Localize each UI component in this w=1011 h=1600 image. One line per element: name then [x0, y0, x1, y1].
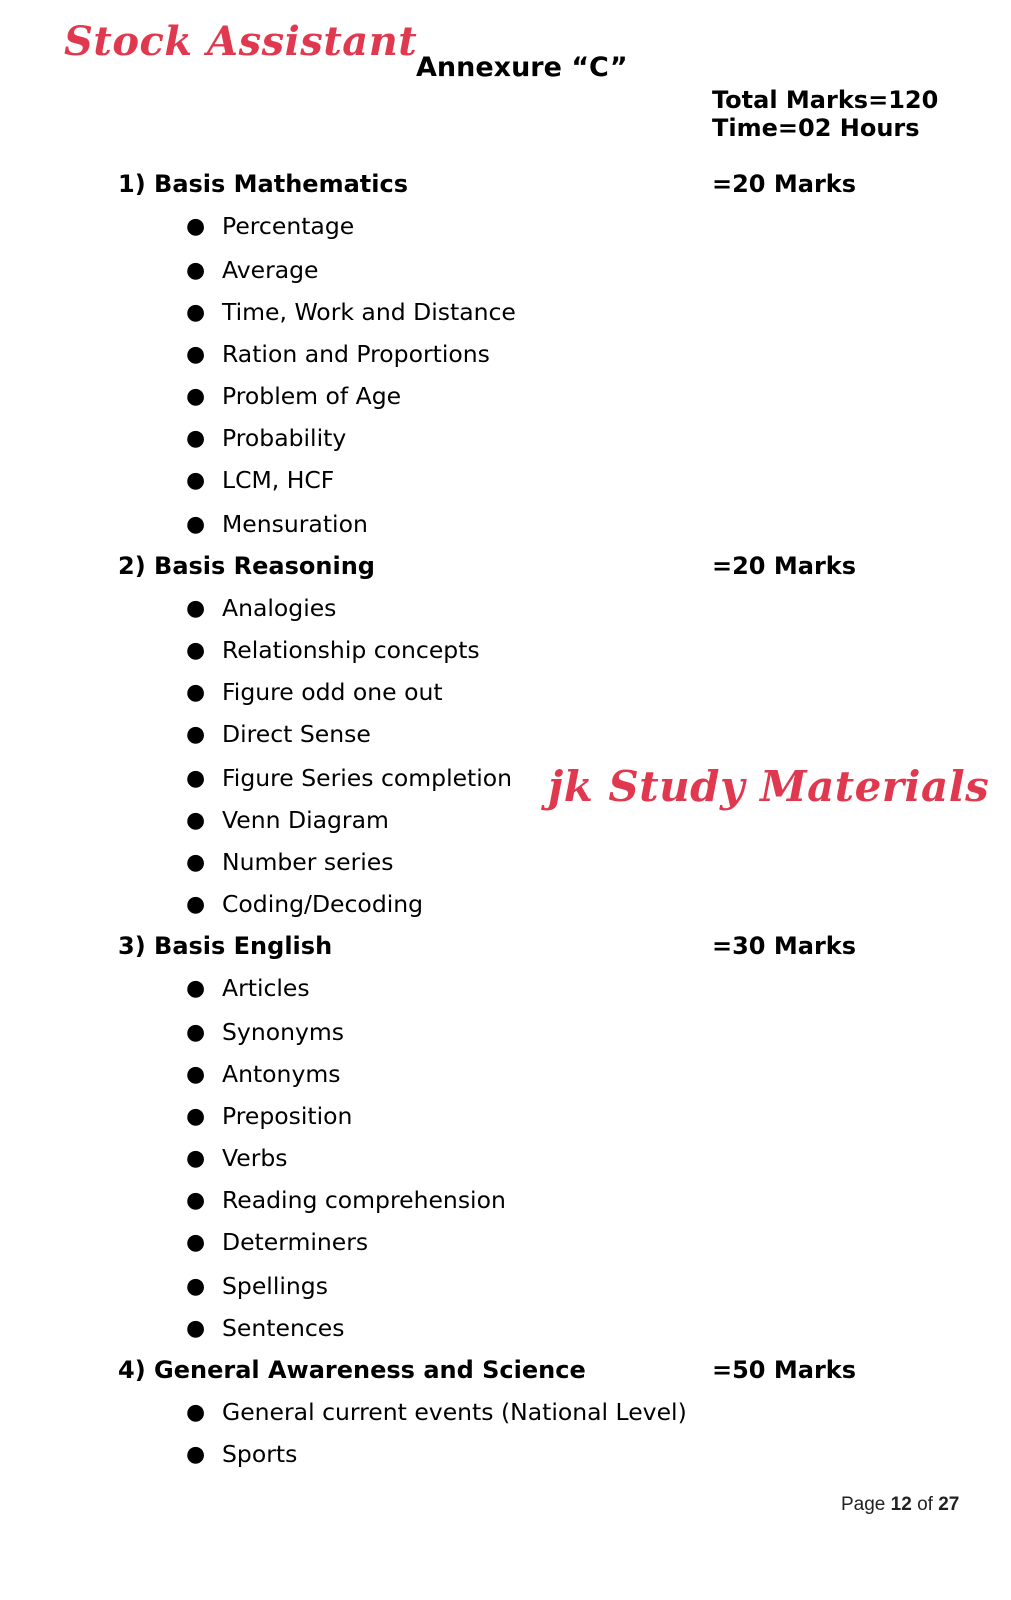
bullet-icon: ● — [186, 849, 206, 875]
list-item: ● Problem of Age — [186, 382, 402, 410]
list-item: ● Ration and Proportions — [186, 340, 490, 368]
bullet-icon: ● — [186, 807, 206, 833]
bullet-icon: ● — [186, 595, 206, 621]
bullet-icon: ● — [186, 975, 206, 1001]
bullet-icon: ● — [186, 213, 206, 239]
list-item: ● Spellings — [186, 1272, 328, 1300]
bullet-icon: ● — [186, 1399, 206, 1425]
page-title: Annexure “C” — [416, 52, 628, 83]
bullet-icon: ● — [186, 383, 206, 409]
total-marks: Total Marks=120 — [712, 86, 939, 114]
list-item: ● Figure odd one out — [186, 678, 443, 706]
list-item: ● Articles — [186, 974, 310, 1002]
bullet-icon: ● — [186, 1103, 206, 1129]
bullet-icon: ● — [186, 1441, 206, 1467]
list-item: ● Time, Work and Distance — [186, 298, 516, 326]
bullet-icon: ● — [186, 1019, 206, 1045]
list-item: ● Sports — [186, 1440, 298, 1468]
list-item: ● Average — [186, 256, 319, 284]
bullet-icon: ● — [186, 891, 206, 917]
list-item: ● Mensuration — [186, 510, 368, 538]
bullet-icon: ● — [186, 1145, 206, 1171]
list-item: ● Number series — [186, 848, 394, 876]
bullet-icon: ● — [186, 1187, 206, 1213]
list-item: ● LCM, HCF — [186, 466, 335, 494]
bullet-icon: ● — [186, 511, 206, 537]
bullet-icon: ● — [186, 637, 206, 663]
list-item: ● Reading comprehension — [186, 1186, 506, 1214]
list-item: ● Determiners — [186, 1228, 369, 1256]
section-title-reasoning: 2) Basis Reasoning — [118, 552, 375, 580]
bullet-icon: ● — [186, 299, 206, 325]
bullet-icon: ● — [186, 1061, 206, 1087]
bullet-icon: ● — [186, 1229, 206, 1255]
list-item: ● Probability — [186, 424, 347, 452]
page-number: Page 12 of 27 — [841, 1494, 960, 1515]
list-item: ● Verbs — [186, 1144, 288, 1172]
list-item: ● Sentences — [186, 1314, 345, 1342]
section-marks-general-awareness: =50 Marks — [712, 1356, 857, 1384]
section-marks-mathematics: =20 Marks — [712, 170, 857, 198]
list-item: ● Percentage — [186, 212, 355, 240]
section-title-english: 3) Basis English — [118, 932, 333, 960]
section-marks-english: =30 Marks — [712, 932, 857, 960]
list-item: ● Relationship concepts — [186, 636, 480, 664]
list-item: ● Direct Sense — [186, 720, 371, 748]
list-item: ● Figure Series completion — [186, 764, 513, 792]
list-item: ● Synonyms — [186, 1018, 345, 1046]
watermark-stock-assistant: Stock Assistant — [64, 18, 418, 65]
section-title-mathematics: 1) Basis Mathematics — [118, 170, 408, 198]
list-item: ● Antonyms — [186, 1060, 341, 1088]
bullet-icon: ● — [186, 257, 206, 283]
list-item: ● Coding/Decoding — [186, 890, 424, 918]
bullet-icon: ● — [186, 679, 206, 705]
exam-time: Time=02 Hours — [712, 114, 920, 142]
section-title-general-awareness: 4) General Awareness and Science — [118, 1356, 586, 1384]
list-item: ● Venn Diagram — [186, 806, 389, 834]
watermark-jk-study-materials: jk Study Materials — [548, 762, 990, 811]
bullet-icon: ● — [186, 1273, 206, 1299]
list-item: ● General current events (National Level) — [186, 1398, 687, 1426]
section-marks-reasoning: =20 Marks — [712, 552, 857, 580]
bullet-icon: ● — [186, 721, 206, 747]
bullet-icon: ● — [186, 467, 206, 493]
bullet-icon: ● — [186, 765, 206, 791]
list-item: ● Preposition — [186, 1102, 353, 1130]
list-item: ● Analogies — [186, 594, 337, 622]
bullet-icon: ● — [186, 341, 206, 367]
bullet-icon: ● — [186, 1315, 206, 1341]
bullet-icon: ● — [186, 425, 206, 451]
